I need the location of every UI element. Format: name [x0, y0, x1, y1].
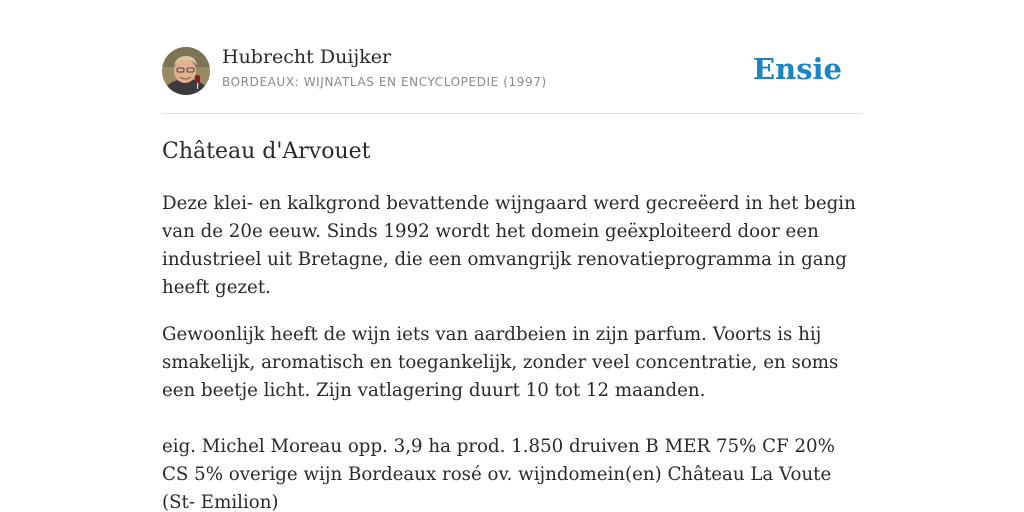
author-photo-icon — [162, 47, 210, 95]
entry-body — [162, 190, 867, 512]
ensie-logo[interactable]: Ensie — [753, 52, 842, 86]
book-title[interactable]: BORDEAUX: WIJNATLAS EN ENCYCLOPEDIE (1997) — [222, 75, 547, 89]
entry-title: Château d'Arvouet — [162, 139, 371, 164]
entry-paragraph: Gewoonlijk heeft de wijn iets van aardbeien in zijn parfum. Voorts is hij smakelijk, aromatisch en toegankelijk, zonder veel concentratie, en soms een beetje licht. Zijn vatlagering duurt 10 tot 12 maanden. — [162, 324, 839, 401]
entry-metadata: eig. Michel Moreau opp. 3,9 ha prod. 1.850 druiven B MER 75% CF 20% CS 5% overige wijn Bordeaux rosé ov. wijndomein(en) Château La Voute (St- Emilion) — [162, 436, 835, 512]
header-divider — [162, 113, 862, 114]
paragraph-spacer — [162, 405, 867, 433]
header — [162, 46, 862, 96]
author-avatar[interactable] — [162, 47, 210, 95]
entry-paragraph: Deze klei- en kalkgrond bevattende wijngaard werd gecreëerd in het begin van de 20e eeuw. Sinds 1992 wordt het domein geëxploiteerd door een industrieel uit Bretagne, die een omvangrijk renovatieprogramma in gang heeft gezet. — [162, 193, 856, 298]
author-name[interactable]: Hubrecht Duijker — [222, 46, 392, 68]
